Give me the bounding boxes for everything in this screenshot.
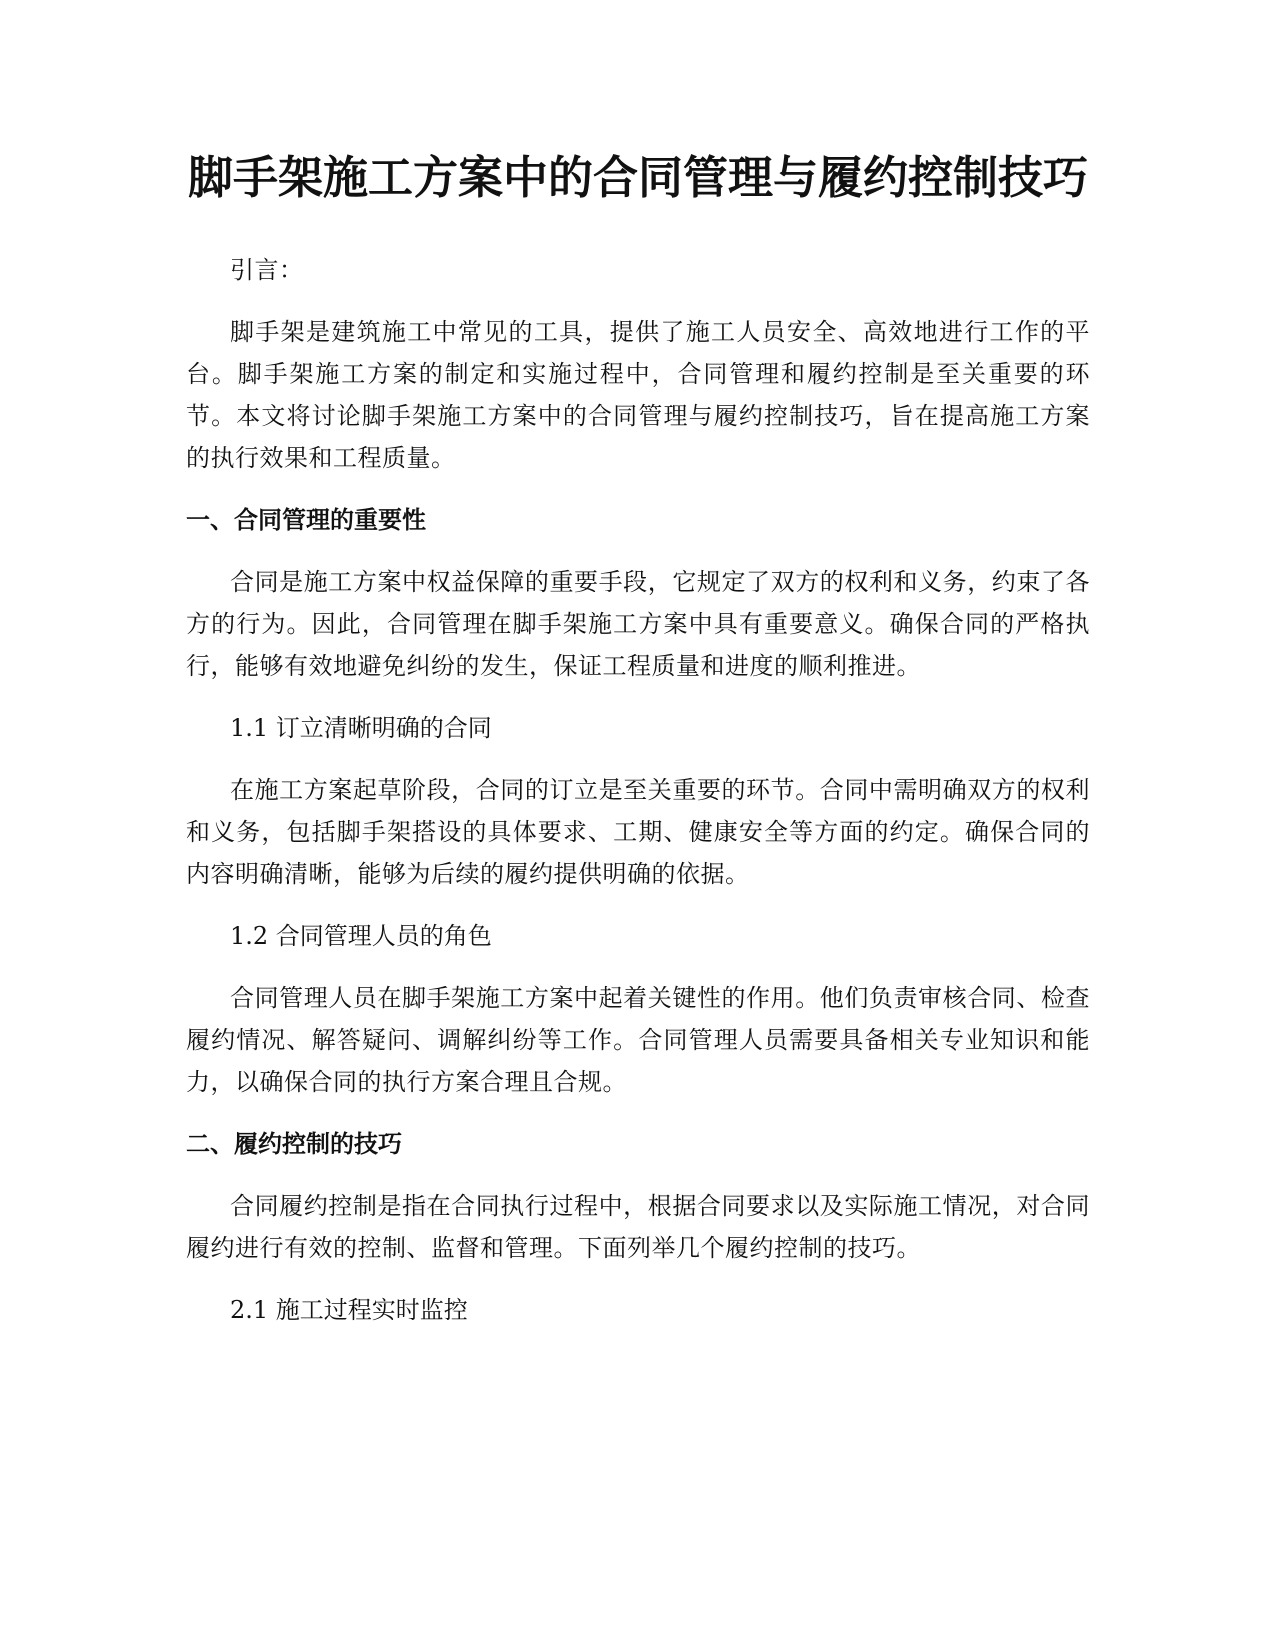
section-1-paragraph: 合同是施工方案中权益保障的重要手段，它规定了双方的权利和义务，约束了各方的行为。因此，合同管理在脚手架施工方案中具有重要意义。确保合同的严格执行，能够有效地避免纠纷的发生，保证工程质量和进度的顺利推进。 (186, 568, 1090, 680)
document-page (186, 140, 1090, 1351)
section-1-2-paragraph: 合同管理人员在脚手架施工方案中起着关键性的作用。他们负责审核合同、检查履约情况、解答疑问、调解纠纷等工作。合同管理人员需要具备相关专业知识和能力，以确保合同的执行方案合理且合规。 (186, 984, 1090, 1096)
section-2-paragraph: 合同履约控制是指在合同执行过程中，根据合同要求以及实际施工情况，对合同履约进行有效的控制、监督和管理。下面列举几个履约控制的技巧。 (186, 1192, 1090, 1262)
section-1-2-heading: 1.2 合同管理人员的角色 (230, 922, 492, 950)
section-2-1-heading: 2.1 施工过程实时监控 (230, 1296, 468, 1324)
document-title: 脚手架施工方案中的合同管理与履约控制技巧 (187, 151, 1088, 204)
section-1-1-paragraph: 在施工方案起草阶段，合同的订立是至关重要的环节。合同中需明确双方的权利和义务，包括脚手架搭设的具体要求、工期、健康安全等方面的约定。确保合同的内容明确清晰，能够为后续的履约提供明确的依据。 (186, 776, 1090, 888)
intro-paragraph: 脚手架是建筑施工中常见的工具，提供了施工人员安全、高效地进行工作的平台。脚手架施工方案的制定和实施过程中，合同管理和履约控制是至关重要的环节。本文将讨论脚手架施工方案中的合同管理与履约控制技巧，旨在提高施工方案的执行效果和工程质量。 (186, 318, 1090, 472)
section-2-heading: 二、履约控制的技巧 (186, 1130, 402, 1158)
section-1-1-heading: 1.1 订立清晰明确的合同 (230, 714, 492, 742)
intro-label: 引言： (230, 256, 304, 284)
section-1-heading: 一、合同管理的重要性 (186, 506, 426, 534)
